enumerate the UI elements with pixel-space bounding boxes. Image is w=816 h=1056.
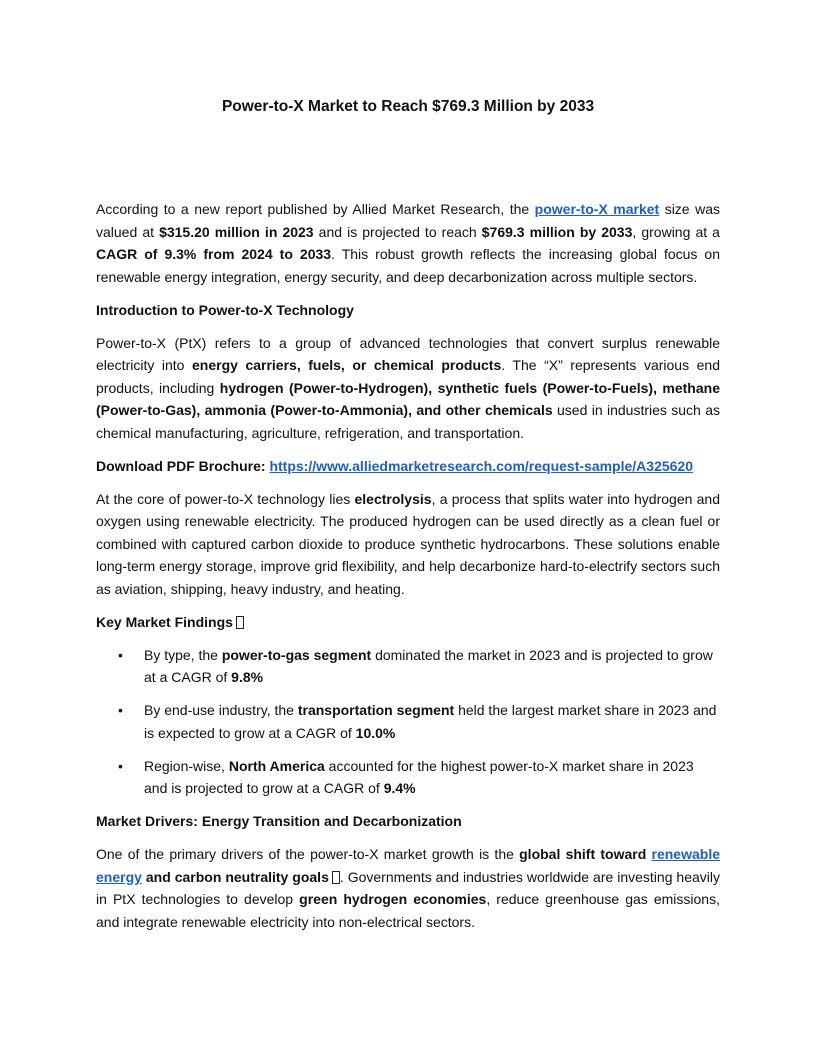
intro-paragraph: [96, 198, 720, 288]
finding-text-2: accounted for the highest power-to-X market share in 2023 and is projected to grow at a CAGR of: [144, 757, 694, 796]
intro-bold-2023-value: $315.20 million in 2023: [159, 223, 314, 240]
list-item: [96, 699, 720, 744]
power-to-x-market-link[interactable]: power-to-X market: [534, 201, 660, 217]
finding-text-2: held the largest market share in 2023 and is expected to grow at a CAGR of: [144, 702, 717, 741]
bullet-icon: •: [118, 757, 123, 774]
finding-bold-2: 10.0%: [355, 724, 396, 741]
intro-tech-text-1: Power-to-X (PtX) refers to a group of advanced technologies that convert surplus renewable electricity into: [96, 334, 720, 373]
drivers-bold-2: and carbon neutrality goals: [141, 868, 329, 885]
intro-text-4: , growing at a: [632, 223, 720, 240]
download-label: Download PDF Brochure:: [96, 457, 270, 474]
findings-list: [96, 644, 720, 800]
finding-text-1: Region-wise,: [144, 757, 229, 774]
core-text-1: At the core of power-to-X technology lies: [96, 490, 355, 507]
renewable-energy-link[interactable]: renewable energy: [96, 846, 720, 885]
intro-text-5: . This robust growth reflects the increasing global focus on renewable energy integration, energy security, and deep decarbonization across multiple sectors.: [96, 246, 720, 285]
section-heading-introduction: Introduction to Power-to-X Technology: [96, 301, 354, 318]
intro-text-2: size was valued at: [96, 201, 720, 240]
bullet-icon: •: [118, 702, 123, 718]
finding-bold-1: North America: [228, 757, 325, 774]
drivers-bold-3: green hydrogen economies: [299, 891, 487, 907]
intro-tech-bold-2: hydrogen (Power-to-Hydrogen), synthetic fuels (Power-to-Fuels), methane (Power-to-Gas), ammonia (Power-to-Ammonia), and other chemicals: [96, 379, 720, 418]
findings-heading-text: Key Market Findings: [96, 613, 233, 630]
article-body: [96, 198, 720, 944]
drivers-text-1: One of the primary drivers of the power-to-X market growth is the: [96, 846, 520, 862]
finding-bold-1: power-to-gas segment: [221, 646, 372, 663]
drivers-text-2: . Governments and industries worldwide are investing heavily in PtX technologies to develop: [96, 868, 721, 907]
section-heading-findings: [96, 611, 720, 634]
finding-text-2: dominated the market in 2023 and is projected to grow at a CAGR of: [144, 646, 713, 685]
intro-text-3: and is projected to reach: [313, 223, 482, 240]
page-title: Power-to-X Market to Reach $769.3 Million by 2033: [221, 98, 595, 115]
introduction-paragraph: [96, 332, 720, 445]
download-brochure-link[interactable]: https://www.alliedmarketresearch.com/request-sample/A325620: [269, 457, 694, 474]
intro-tech-text-2: . The “X” represents various end products, including: [96, 357, 720, 396]
list-item: [96, 755, 720, 800]
drivers-paragraph: [96, 843, 720, 933]
intro-bold-2033-value: $769.3 million by 2033: [481, 223, 633, 240]
core-bold-electrolysis: electrolysis: [354, 490, 432, 507]
bullet-icon: •: [118, 646, 123, 663]
core-paragraph: [96, 488, 720, 601]
missing-glyph-icon: [236, 616, 244, 629]
finding-bold-2: 9.8%: [231, 669, 264, 685]
finding-bold-1: transportation segment: [297, 702, 455, 718]
finding-text-1: By end-use industry, the: [144, 702, 298, 718]
missing-glyph-icon: [332, 871, 340, 884]
list-item: [96, 644, 720, 689]
core-text-2: , a process that splits water into hydrogen and oxygen using renewable electricity. The produced hydrogen can be used directly as a clean fuel or combined with captured carbon dioxide to produce synthetic hydrocarbons. These solutions enable long-term energy storage, improve grid flexibility, and help decarbonize hard-to-electrify sectors such as aviation, shipping, heavy industry, and heating.: [96, 490, 720, 597]
intro-tech-text-3: used in industries such as chemical manufacturing, agriculture, refrigeration, and transportation.: [96, 402, 720, 441]
download-line: [96, 455, 720, 478]
section-heading-drivers: Market Drivers: Energy Transition and Decarbonization: [96, 813, 462, 829]
drivers-text-3: , reduce greenhouse gas emissions, and integrate renewable electricity into non-electrical sectors.: [96, 891, 720, 930]
finding-bold-2: 9.4%: [383, 780, 416, 796]
intro-tech-bold-1: energy carriers, fuels, or chemical products: [192, 357, 502, 373]
intro-bold-cagr: CAGR of 9.3% from 2024 to 2033: [96, 246, 332, 262]
finding-text-1: By type, the: [144, 646, 222, 663]
intro-text-1: According to a new report published by Allied Market Research, the: [96, 201, 535, 217]
drivers-bold-1: global shift toward: [519, 846, 647, 862]
